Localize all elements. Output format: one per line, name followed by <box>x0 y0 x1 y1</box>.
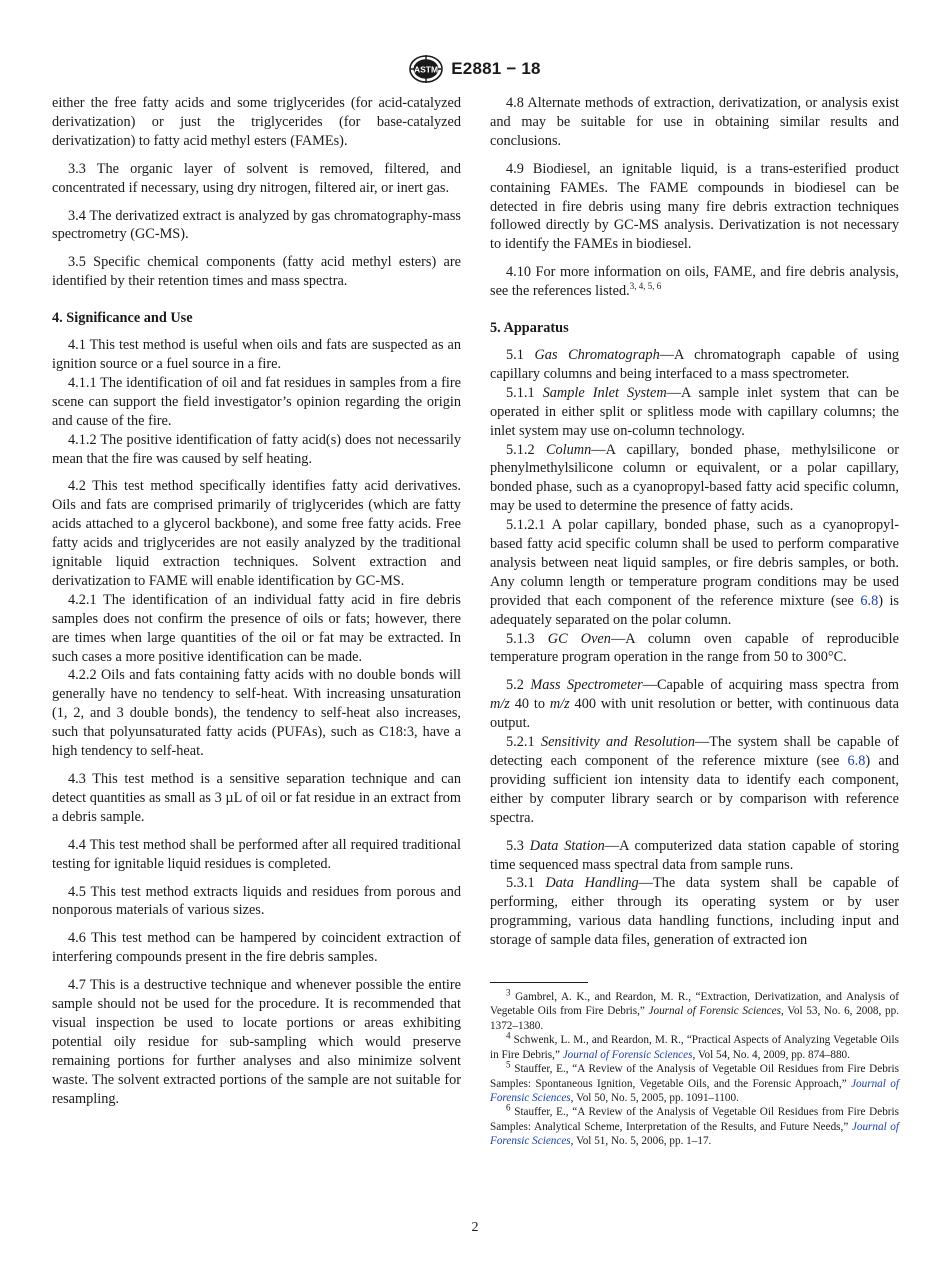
footnote-refs: 3, 4, 5, 6 <box>629 281 662 292</box>
paragraph-3-5: 3.5 Specific chemical components (fatty acid methyl esters) are identified by their retention times and mass spectra. <box>52 254 461 290</box>
paragraph-5-2: 5.2 Mass Spectrometer—Capable of acquiring mass spectra from m/z 40 to m/z 400 with unit resolution or better, with continuous data output. <box>490 677 899 732</box>
journal-link[interactable]: Journal of Forensic Sciences <box>490 1120 899 1148</box>
paragraph-5-1-2: 5.1.2 Column—A capillary, bonded phase, methylsilicone or phenylmethylsilicone column or equivalent, or a polar capillary, bonded phase, such as a cyanopropyl-based fatty acid specific column, may be used to determine the presence of fatty acids. <box>490 441 899 515</box>
section-heading-5: 5. Apparatus <box>490 320 569 337</box>
paragraph-4-2-1: 4.2.1 The identification of an individual fatty acid in fire debris samples does not confirm the presence of oils or fats; however, there are times when large quantities of the oil or fat may be extracted. In such cases a more positive identification can be made. <box>52 591 461 665</box>
right-column <box>490 94 899 1149</box>
footnote-4: $^4$ Schwenk, L. M., and Reardon, M. R., “Practical Aspects of Analyzing Vegetable Oils in Fire Debris,” Journal of Forensic Sciences, Vol 54, No. 4, 2009, pp. 874–880. <box>490 1030 899 1061</box>
paragraph-4-4: 4.4 This test method shall be performed after all required traditional testing for ignitable liquid residues is completed. <box>52 836 461 872</box>
paragraph-4-5: 4.5 This test method extracts liquids and residues from porous and nonporous materials of various sizes. <box>52 883 461 919</box>
link-section-6-8[interactable]: 6.8 <box>847 753 866 769</box>
paragraph-5-3-1: 5.3.1 Data Handling—The data system shall be capable of performing, either through its operating system or by user programming, various data handling functions, including input and storage of sample data files, generation of extracted ion <box>490 875 900 949</box>
link-section-6-8[interactable]: 6.8 <box>860 592 879 609</box>
paragraph-4-6: 4.6 This test method can be hampered by coincident extraction of interfering compounds present in the fire debris samples. <box>52 930 461 966</box>
footnote-5: $^5$ Stauffer, E., “A Review of the Analysis of Vegetable Oil Residues from Fire Debris Samples: Spontaneous Ignition, Vegetable Oils, and the Forensic Approach,” Journal of Forensic Sciences, Vol 50, No. 5, 2005, pp. 1091–1100. <box>490 1059 899 1104</box>
svg-text:ASTM: ASTM <box>414 64 439 75</box>
left-column <box>52 94 461 1109</box>
astm-logo-icon <box>409 53 443 85</box>
paragraph-4-1: 4.1 This test method is useful when oils and fats are suspected as an ignition source or a fuel source in a fire. <box>52 337 461 372</box>
paragraph-4-2-2: 4.2.2 Oils and fats containing fatty acids with no double bonds will generally have no tendency to self-heat. With increasing unsaturation (1, 2, and 3 double bonds), the tendency to self-heat also increases, such that polyunsaturated fatty acids (PUFAs), such as C18:3, have a high tendency to self-heat. <box>52 667 461 760</box>
paragraph-4-1-1: 4.1.1 The identification of oil and fat residues in samples from a fire scene can support the field investigator’s opinion regarding the origin and cause of the fire. <box>52 374 461 429</box>
footnote-divider <box>490 982 588 983</box>
page-header <box>0 52 950 86</box>
paragraph-5-1: 5.1 Gas Chromatograph—A chromatograph capable of using capillary columns and being interfaced to a mass spectrometer. <box>490 346 899 382</box>
paragraph-5-1-2-1: 5.1.2.1 A polar capillary, bonded phase, such as a cyanopropyl-based fatty acid specific column shall be used to perform comparative analysis between neat liquid samples, or fire debris samples, or both. Any column length or temperature program conditions may be used provided that each component of the reference mixture (see 6.8) is adequately separated on the polar column. <box>490 517 899 628</box>
paragraph-3-4: 3.4 The derivatized extract is analyzed by gas chromatography-mass spectrometry (GC-MS). <box>52 207 461 243</box>
paragraph-5-2-1: 5.2.1 Sensitivity and Resolution—The system shall be capable of detecting each component of the reference mixture (see 6.8) and providing sufficient ion intensity data to identify each component, either by computer library search or by comparison with reference spectra. <box>490 734 899 826</box>
journal-link[interactable]: Journal of Forensic Sciences <box>490 1077 899 1104</box>
paragraph-4-8: 4.8 Alternate methods of extraction, derivatization, or analysis exist and may be suitable for use in obtaining similar results and conclusions. <box>490 95 899 149</box>
paragraph-4-10: 4.10 For more information on oils, FAME, and fire debris analysis, see the references listed.$^{3, 4, 5, 6}$ <box>490 264 899 300</box>
paragraph-4-3: 4.3 This test method is a sensitive separation technique and can detect quantities as small as 3 µL of oil or fat residue in an extract from a debris sample. <box>52 771 461 825</box>
journal-link[interactable]: Journal of Forensic Sciences <box>562 1048 693 1061</box>
paragraph-5-1-1: 5.1.1 Sample Inlet System—A sample inlet system that can be operated in either split or splitless mode with capillary columns; the inlet system may use on-column technology. <box>490 384 900 439</box>
paragraph-5-3: 5.3 Data Station—A computerized data station capable of storing time sequenced mass spectral data from sample runs. <box>490 837 899 873</box>
paragraph-5-1-3: 5.1.3 GC Oven—A column oven capable of reproducible temperature program operation in the range from 50 to 300°C. <box>490 630 900 666</box>
paragraph-4-2: 4.2 This test method specifically identifies fatty acid derivatives. Oils and fats are comprised primarily of triglycerides (which are fatty acids attached to a glycerol backbone), and some free fatty acids. Free fatty acids and triglycerides are not easily analyzed by the traditional ignitable liquid extraction techniques. Solvent extraction and derivatization to FAME will enable identification by GC-MS. <box>52 478 461 589</box>
footnote-3: $^3$ Gambrel, A. K., and Reardon, M. R., “Extraction, Derivatization, and Analysis of Vegetable Oils from Fire Debris,” Journal of Forensic Sciences, Vol 53, No. 6, 2008, pp. 1372–1380. <box>490 987 899 1032</box>
paragraph-3-3: 3.3 The organic layer of solvent is removed, filtered, and concentrated if necessary, using dry nitrogen, filtered air, or inert gas. <box>52 160 461 196</box>
standard-designation: E2881 − 18 <box>451 59 541 78</box>
paragraph-4-9: 4.9 Biodiesel, an ignitable liquid, is a trans-esterified product containing FAMEs. The FAME compounds in biodiesel can be detected in fire debris using many fire debris extraction techniques followed directly by GC-MS analysis. Derivatization is not necessary to identify the FAMEs in biodiesel. <box>490 160 899 253</box>
paragraph-4-7: 4.7 This is a destructive technique and whenever possible the entire sample should not be used for the procedure. It is recommended that visual inspection be used to locate portions or areas exhibiting potential oily residue for sub-sampling which would preserve remaining portions for further analyses and also minimize solvent waste. The solvent extracted portions of the sample are not suitable for resampling. <box>52 977 461 1107</box>
footnote-6: $^6$ Stauffer, E., “A Review of the Analysis of Vegetable Oil Residues from Fire Debris Samples: Analytical Scheme, Interpretation of the Results, and Future Needs,” Journal of Forensic Sciences, Vol 51, No. 5, 2006, pp. 1–17. <box>490 1102 899 1148</box>
paragraph-4-1-2: 4.1.2 The positive identification of fatty acid(s) does not necessarily mean that the fire was caused by self heating. <box>52 431 461 467</box>
section-heading-4: 4. Significance and Use <box>52 310 193 327</box>
page-number: 2 <box>471 1220 479 1235</box>
paragraph-continuation: either the free fatty acids and some triglycerides (for acid-catalyzed derivatization) or just the triglycerides (for base-catalyzed derivatization) to fatty acid methyl esters (FAMEs). <box>52 95 461 149</box>
